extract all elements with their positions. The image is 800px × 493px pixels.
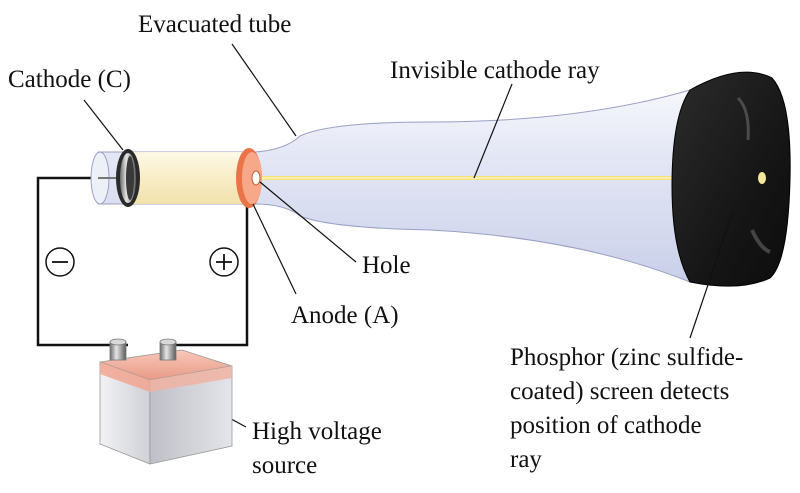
label-phosphor-line-2: coated) screen detects <box>510 378 730 405</box>
label-phosphor-line-3: position of cathode <box>510 412 702 439</box>
label-anode: Anode (A) <box>291 302 399 329</box>
circled-plus-icon <box>210 248 238 276</box>
circled-minus-icon <box>46 248 74 276</box>
label-cathode: Cathode (C) <box>8 66 131 93</box>
battery-icon <box>100 339 232 464</box>
label-hole: Hole <box>362 252 411 279</box>
label-source-line-1: High voltage <box>252 418 382 445</box>
label-phosphor-line-1: Phosphor (zinc sulfide- <box>510 344 744 371</box>
cathode-electrode <box>116 149 140 207</box>
phosphor-dot <box>758 172 766 184</box>
battery-terminal-negative <box>110 339 126 360</box>
anode-hole <box>252 171 260 185</box>
battery-terminal-positive <box>160 339 176 360</box>
leader-evacuated-tube <box>232 44 296 136</box>
label-source-line-2: source <box>252 452 318 479</box>
label-phosphor-line-4: ray <box>510 446 542 473</box>
label-evacuated-tube: Evacuated tube <box>138 11 292 38</box>
tube-neck <box>130 152 250 204</box>
phosphor-screen <box>672 72 790 286</box>
label-invisible-cathode-ray: Invisible cathode ray <box>390 57 600 84</box>
anode-electrode <box>236 148 262 208</box>
leader-anode <box>253 204 296 294</box>
leader-cathode <box>84 100 123 150</box>
